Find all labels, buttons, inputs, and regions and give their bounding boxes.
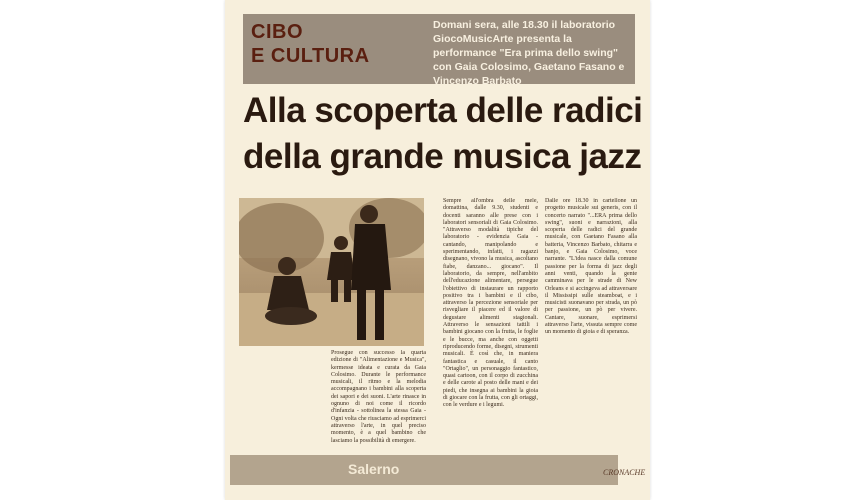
article-column-3: Dalle ore 18.30 in cartellone un progetto musicale sui generis, con il concerto narrato "...ERA prima dello swing", suoni e narrazioni, alla scoperta delle radici del grande musicale, con Gaetano Fasano alla batteria, Vincenzo Barbato, chitarra e banjo, e Gaia Colosimo, voce narrante. "L'idea nasce dalla comune passione per la forma di jazz degli anni venti, quando la gente camminava per le strade di New Orleans e si accingeva ad attraversare il Mississipi sulle steamboat, e i musicisti suonavano per strada, un pò per passione, un pò per vivere. Cantare, suonare, esprimersi attraverso l'arte, vissuta sempre come un momento di gioia e di speranza. (545, 198, 637, 336)
rubric-label (251, 20, 370, 68)
headline-line2: della grande musica jazz (243, 137, 642, 176)
newspaper-clipping (225, 0, 650, 500)
rubric-line2: E CULTURA (251, 45, 370, 67)
headline (243, 88, 643, 180)
performance-photo (239, 198, 424, 346)
section-name: Salerno (348, 461, 400, 477)
article-column-1: Prosegue con successo la quarta edizione di "Alimentazione e Musica", kermesse ideata e curata da Gaia Colosimo. Durante le performance musicali, il ritmo e la melodia accompagnano i bambini alla scoperta dei sapori e dei suoni. L'arte rinasce in ognuno di noi come il ricordo d'infanzia - sottolinea la stessa Gaia - Ogni volta che riusciamo ad esprimerci attraverso l'arte, in quel preciso momento, è a quel bambino che lasciamo la possibilità di emergere. (331, 350, 426, 444)
section-footer (230, 455, 618, 485)
rubric-banner (243, 14, 635, 87)
photo-illustration (239, 198, 424, 346)
rubric-line1: CIBO (251, 21, 303, 43)
announcement-text: Domani sera, alle 18.30 il laboratorio GiocoMusicArte presenta la performance "Era prima dello swing" con Gaia Colosimo, Gaetano Fasano e Vincenzo Barbato (433, 19, 625, 87)
article-column-2: Sempre all'ombra delle mele, domattina, dalle 9.30, studenti e docenti saranno alle prese con i laboratori sensoriali di Gaia Colosimo. "Attraverso modalità tipiche del laboratorio - evidenzia Gaia - cantando, manipolando e sperimentando, infatti, i ragazzi disegnano, vivono la musica, ascoltano fiabe, danzano... giocano". Il laboratorio, da sempre, nell'ambito dell'educazione alimentare, persegue l'obiettivo di instaurare un rapporto positivo tra i bambini e il cibo, attraverso la percezione sensoriale per risvegliare il piacere ed il valore di degustare alimenti stagionali. Attraverso le sensazioni tattili i bambini giocano con la frutta, le foglie e le bucce, ma anche con oggetti riproducendo forme, disegni, strumenti musicali. È così che, in maniera fantastica e casuale, il canto "Ortaglio", un personaggio fantastico, quasi cartoon, con il corpo di zucchina e delle carote al posto delle mani e dei piedi, che insegna ai bambini la gioia di giocare con la frutta, con gli ortaggi, con le verdure e i legumi. (443, 198, 538, 409)
masthead-logo: CRONACHE (603, 468, 646, 477)
headline-line1: Alla scoperta delle radici (243, 91, 643, 130)
